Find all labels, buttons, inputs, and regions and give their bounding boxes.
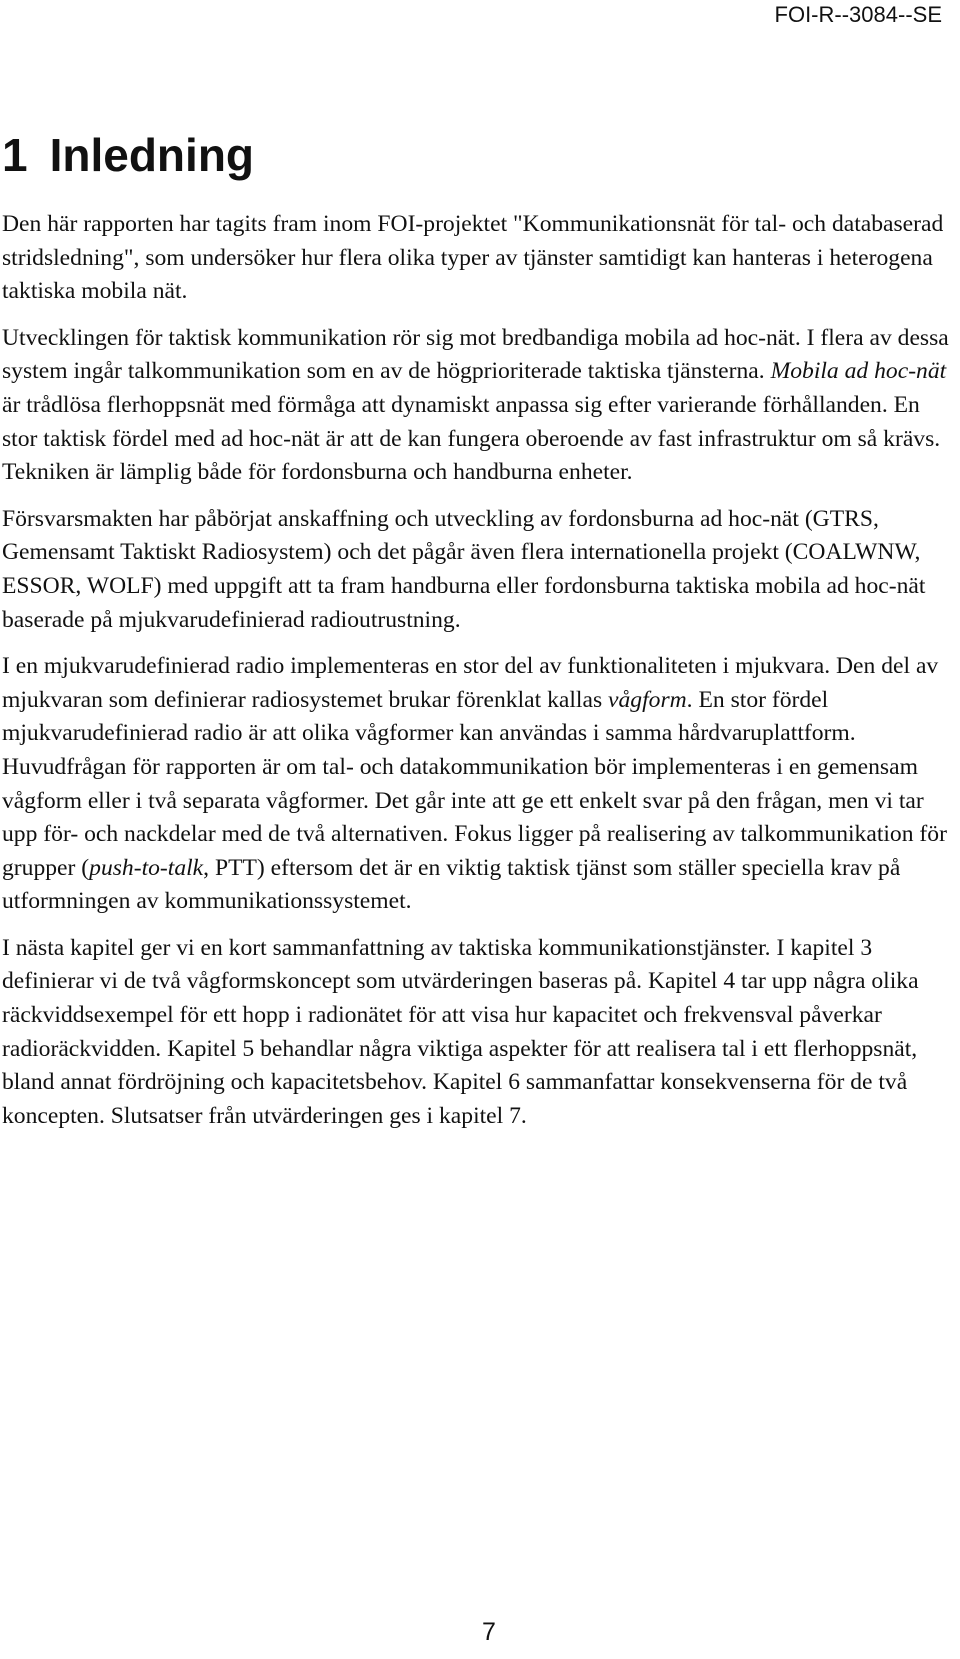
paragraph-intro: Den här rapporten har tagits fram inom FOI-projektet "Kommunikationsnät för tal- och databaserad stridsledning", som undersöker hur flera olika typer av tjänster samtidigt kan hanteras i heterogena taktiska mobila nät. <box>2 211 944 305</box>
paragraph-sdr-text-b: . En stor fördel mjukvarudefinierad radio är att olika vågformer kan användas i samma hårdvaruplattform. Huvudfrågan för rapporten är om tal- och datakommunikation bör implementeras i en gemensam vågform eller i två separata vågformer. Det går inte att ge ett enkelt svar på den frågan, men vi tar upp för- och nackdelar med de två alternativen. Fokus ligger på realisering av talkommunikation för grupper ( <box>2 686 947 881</box>
chapter-title: Inledning <box>49 129 255 181</box>
chapter-body <box>2 208 952 1146</box>
paragraph-sdr-text-a: I en mjukvarudefinierad radio implementeras en stor del av funktionaliteten i mjukvara. Den del av mjukvaran som definierar radiosystemet brukar förenklat kallas <box>2 653 939 713</box>
paragraph-outline: I nästa kapitel ger vi en kort sammanfattning av taktiska kommunikationstjänster. I kapitel 3 definierar vi de två vågformskoncept som utvärderingen baseras på. Kapitel 4 tar upp några olika räckviddsexempel för ett hopp i radionätet för att visa hur kapacitet och frekvensval påverkar radioräckvidden. Kapitel 5 behandlar några viktiga aspekter för att realisera tal i ett flerhoppsnät, bland annat fördröjning och kapacitetsbehov. Kapitel 6 sammanfattar konsekvenserna för de två koncepten. Slutsatser från utvärderingen ges i kapitel 7. <box>2 934 919 1129</box>
chapter-number: 1 <box>2 129 28 181</box>
paragraph-adhoc <box>2 322 952 490</box>
paragraph-sdr <box>2 650 952 919</box>
paragraph-sdr-text-c: , PTT) eftersom det är en viktig taktisk tjänst som ställer speciella krav på utformningen av kommunikationssystemet. <box>2 854 901 915</box>
paragraph-forsvarsmakten: Försvarsmakten har påbörjat anskaffning och utveckling av fordonsburna ad hoc-nät (GTRS, Gemensamt Taktiskt Radiosystem) och det pågår även flera internationella projekt (COALWNW, ESSOR, WOLF) med uppgift att ta fram handburna eller fordonsburna taktiska mobila ad hoc-nät baserade på mjukvarudefinierad radioutrustning. <box>2 505 926 633</box>
page-number: 7 <box>482 1618 496 1646</box>
chapter-heading <box>2 128 254 182</box>
paragraph-sdr-term-vagform: vågform <box>608 686 687 713</box>
paragraph-sdr-term-ptt: push-to-talk <box>89 854 204 881</box>
paragraph-adhoc-text-b: är trådlösa flerhoppsnät med förmåga att dynamiskt anpassa sig efter varierande förhållanden. En stor taktisk fördel med ad hoc-nät är att de kan fungera oberoende av fast infrastruktur om så krävs. Tekniken är lämplig både för fordonsburna och handburna enheter. <box>2 391 941 486</box>
paragraph-adhoc-text-a: Utvecklingen för taktisk kommunikation rör sig mot bredbandiga mobila ad hoc-nät. I flera av dessa system ingår talkommunikation som en av de högprioriterade taktiska tjänsterna. <box>2 324 949 385</box>
document-id-header: FOI-R--3084--SE <box>774 2 942 27</box>
paragraph-adhoc-term: Mobila ad hoc-nät <box>770 358 947 385</box>
